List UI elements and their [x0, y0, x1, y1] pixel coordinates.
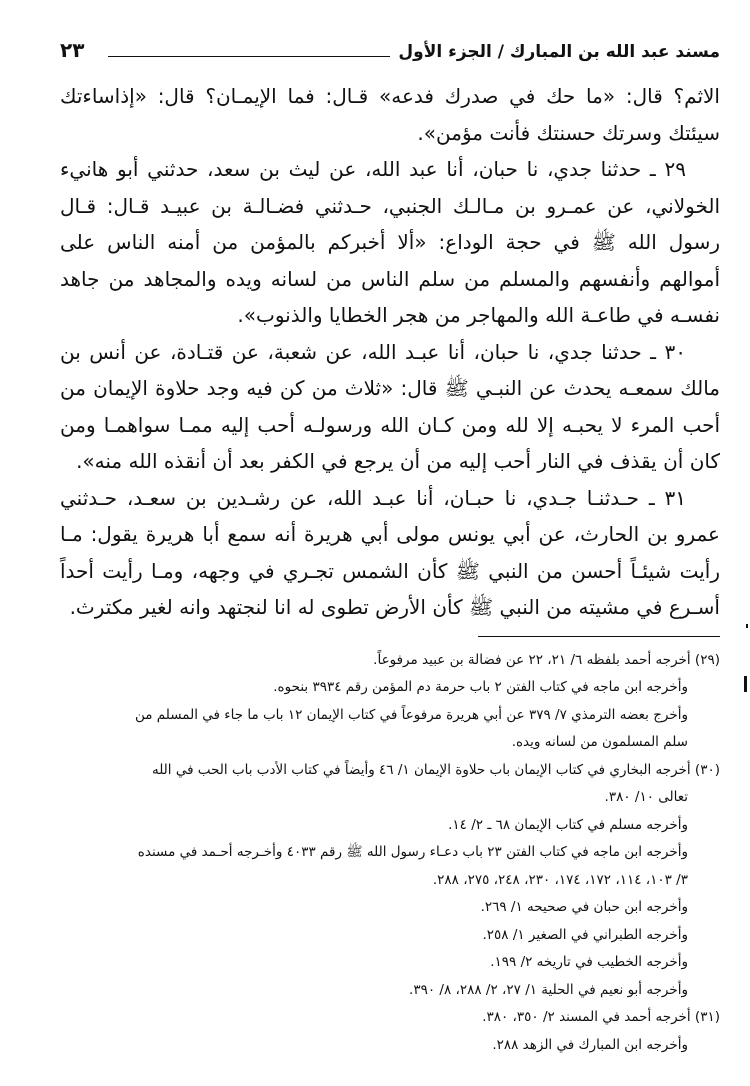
- page-number: ٢٣: [60, 38, 85, 62]
- footnote-31-line: وأخرجه ابن المبارك في الزهد ٢٨٨.: [492, 1036, 688, 1053]
- header-rule: [108, 56, 390, 57]
- hadith-29: ٢٩ ـ حدثنا جدي، نا حبان، أنا عبد الله، عن ليث بن سعد، حدثني أبو هانيء الخولاني، عن عمـرو بن مـالـك الجنبي، حـدثني فضـالـة بن عبيـد قـال: قـال رسول الله ﷺ في حجة الوداع: «ألا أخبركم بالمؤمن من أمنه الناس على أموالهم وأنفسهم والمسلم من سلم الناس من لسانه ويده والمجاهد من جاهد نفسـه في طاعـة الله والمهاجر من هجر الخطايا والذنوب».: [60, 157, 720, 327]
- page-header: [60, 38, 720, 68]
- footnote-30-line: وأخرجه ابن ماجه في كتاب الفتن ٢٣ باب دعـاء رسول الله ﷺ رقم ٤٠٣٣ وأخـرجه أحـمد في مسنده: [137, 844, 688, 860]
- footnote-30-line: ٣/ ١٠٣، ١١٤، ١٧٢، ١٧٤، ٢٣٠، ٢٤٨، ٢٧٥، ٢٨٨.: [432, 871, 688, 888]
- footnote-29-line: وأخرجه ابن ماجه في كتاب الفتن ٢ باب حرمة دم المؤمن رقم ٣٩٣٤ بنحوه.: [273, 679, 688, 695]
- footnote-30-line: تعالى ١٠/ ٣٨٠.: [604, 789, 688, 805]
- scan-margin-mark: [746, 624, 748, 628]
- footnote-divider: [478, 636, 720, 637]
- footnote-31-line: (٣١) أخرجه أحمد في المسند ٢/ ٣٥٠، ٣٨٠.: [482, 1009, 720, 1025]
- footnotes: [60, 647, 720, 1060]
- hadith-30: ٣٠ ـ حدثنا جدي، نا حبان، أنا عبـد الله، عن شعبة، عن قتـادة، عن أنس بن مالك سمعـه يحدث عن النبـي ﷺ قال: «ثلاث من كن فيه وجد حلاوة الإيمان من أحب المرء لا يحبـه إلا لله ومن كـان الله ورسولـه أحب إليه ممـا سواهمـا ومن كان أن يقذف في النار أحب إليه من أن يرجع في الكفر بعد أن أنقذه الله منه».: [60, 339, 720, 473]
- main-text: [60, 78, 720, 626]
- footnote-29-line: وأخرج بعضه الترمذي ٧/ ٣٧٩ عن أبي هريرة مرفوعاً في كتاب الإيمان ١٢ باب ما جاء في المسلم من: [134, 706, 688, 723]
- scan-margin-mark: [744, 676, 747, 692]
- book-page: [60, 38, 720, 1059]
- footnote-29-line: (٢٩) أخرجه أحمد بلفظه ٦/ ٢١، ٢٢ عن فضالة بن عبيد مرفوعاً.: [373, 651, 720, 668]
- hadith-31: ٣١ ـ حـدثنـا جـدي، نا حبـان، أنا عبـد الله، عن رشـدين بن سعـد، حـدثني عمرو بن الحارث، عن أبي يونس مولى أبي هريرة أنه سمع أبا هريرة يقول: مـا رأيت شيئـاً أحسن من النبي ﷺ كأن الشمس تجـري في وجهه، ومـا رأيت أحداً أسـرع في مشيته من النبي ﷺ كأن الأرض تطوى له انا لنجتهد وانه لغير مكترث.: [60, 485, 720, 619]
- continuation-paragraph: الاثم؟ قال: «ما حك في صدرك فدعه» قـال: فما الإيمـان؟ قال: «إذاساءتك سيئتك وسرتك حسنتك فأنت مؤمن».: [60, 84, 720, 145]
- running-title: مسند عبد الله بن المبارك / الجزء الأول: [398, 42, 720, 62]
- footnote-30-line: وأخرجه ابن حبان في صحيحه ١/ ٢٦٩.: [480, 899, 688, 915]
- footnote-30-line: (٣٠) أخرجه البخاري في كتاب الإيمان باب حلاوة الإيمان ١/ ٤٦ وأيضاً في كتاب الأدب باب الحب في الله: [151, 761, 720, 778]
- footnote-30-line: وأخرجه الخطيب في تاريخه ٢/ ١٩٩.: [490, 954, 688, 970]
- footnote-30-line: وأخرجه أبو نعيم في الحلية ١/ ٢٧، ٢/ ٢٨٨، ٨/ ٣٩٠.: [409, 981, 688, 998]
- footnote-30-line: وأخرجه الطبراني في الصغير ١/ ٢٥٨.: [482, 926, 688, 943]
- footnote-30-line: وأخرجه مسلم في كتاب الإيمان ٦٨ ـ ٢/ ١٤.: [448, 816, 688, 833]
- footnote-29-line: سلم المسلمون من لسانه ويده.: [511, 734, 688, 750]
